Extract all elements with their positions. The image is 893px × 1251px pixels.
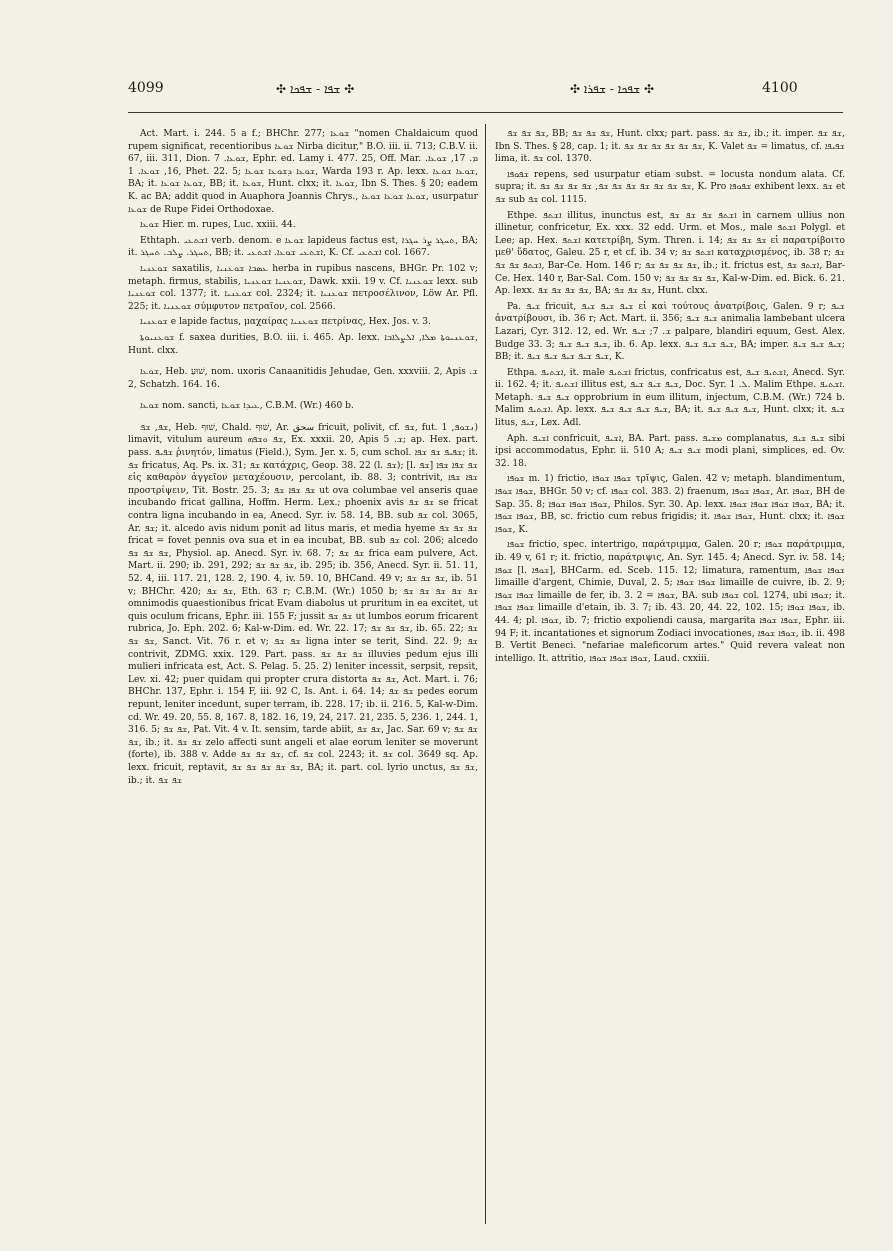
- dictionary-entry: ܫܘܦܐ m. 1) frictio, ܫܘܦܐ ܫܘܦܐ τρῖψις, Galen. 42 v; metaph. blandimentum, ܫܘܦܐ ܫܘܦܐ, BHGr. 50 v; cf. ܫܘܦܐ col. 383. 2) fraenum, ܫܘܦܐ ܫܘܦܐ, Ar. ܫܘܦܐ, BH de Sap. 35. 8; ܫܘܦܐ ܫܘܦܐ ܫܘܦܐ, Philos. Syr. 30. Ap. lexx. ܫܘܦܐ ܫܘܦܐ ܫܘܦܐ ܫܘܦܐ, BA; it. ܫܘܦܐ ܫܘܦܐ, BB, sc. frictio cum rebus frigidis; it. ܫܘܦܐ ܫܘܦܐ, Hunt. clxx; it. ܫܘܦܐ ܫܘܦܐ, K.: [495, 474, 845, 535]
- left-running-head: ✣ ܫܦܐ - ܫܦܟܐ ✣: [276, 82, 355, 96]
- right-running-head: ✣ ܫܦܟܐ - ܫܦܪܐ ✣: [570, 82, 655, 96]
- dictionary-entry: ܫܘܥܢܝܘܬܐ f. saxea durities, B.O. iii. i. 465. Ap. lexx. ܫܘܥܢܝܘܬܐ ܡܠܐ, ܐܠܨܠܐܒܐ, Hunt. clxx.: [128, 332, 478, 356]
- dictionary-entry: ܫܦ, ܫܦ, Heb. שׁוּף, Chald. שׁוּף, Ar. سحق fricuit, polivit, cf. ܫܦ, fut. ܢܫܘܦ, 1) limavit, vitulum aureum ܫܦ ܘܫܦܗ, Ex. xxxii. 20, Apis ܫ. 5; ap. Hex. part. pass. ܫܦܝܦ ῥινητόν, limatus (Field.), Sym. Jer. x. 5, cum schol. ܫܦܝܦ ܫܦ ܫܦܐ; it. ܫܦ fricatus, Aq. Ps. ix. 31; ܫܦ κατάχρις, Geop. 38. 22 (l. ܫܦ); [l. ܫܦ] ܫܦ ܫܦܐ ܫܦܐ εἰς καθαρὸν ἀγγεῖον μεταχέουσιν, percolant, ib. 88. 3; contrivit, ܫܦܐ ܫܦܐ προστρίψειν, Tit. Bostr. 25. 3; ܫܦ ܫܦܐ ܫܦ ut ova columbae vel anseris quae incubando fricat gallina, Hoffm. Herm. Lex.; phoenix avis ܫܦ ܫܦ se fricat contra ligna incubando in ea, Anecd. Syr. iv. 58. 14, BB. sub ܫܦ col. 3065, Ar. ܫܦ; it. alcedo avis nidum ponit ad litus maris, et media hyeme ܫܦ ܫܦ ܫܦ fricat = fovet pennis ova sua et in ea incubat, BB. sub ܫܦ col. 206; alcedo ܫܦ ܫܦ ܫܦ, Physiol. ap. Anecd. Syr. iv. 68. 7; ܫܦ ܫܦ frica eam pulvere, Act. Mart. ii. 290; ib. 291, 292; ܫܦ ܫܦ ܫܦ, ib. 295; ib. 356, Anecd. Syr. ii. 51. 11, 52. 4, iii. 117. 21, 128. 2, 190. 4, iv. 59. 10, BHCand. 49 v; ܫܦ ܫܦ ܫܦ, ib. 51 v; BHChr. 420; ܫܦ ܫܦ, Eth. 63 r; C.B.M. (Wr.) 1050 b; ܫܦ ܫܦ ܫܦ ܫܦ ܫܦ omnimodis quaestionibus fricat Evam diabolus ut pruritum in ea excitet, ut quis oculum fricans, Ephr. iii. 155 F; jussit ܫܦ ܫܦ ut lumbos eorum fricarent rubrica, Jo. Eph. 202. 6; Kal-w-Dim. ed. Wr. 22. 17; ܫܦ ܫܦ ܫܦ, ib. 65. 22; ܫܦ ܫܦ ܫܦ, Sanct. Vit. 76 r. et v; ܫܦ ܫܦ ligna inter se terit, Sind. 22. 9; ܫܦ contrivit, ZDMG. xxix. 129. Part. pass. ܫܦ ܫܦ ܫܦ illuvies pedum ejus illi mulieri infricata est, Act. S. Pelag. 5. 25. 2) leniter incessit, serpsit, repsit, Lev. xi. 42; puer quidam qui propter crura distorta ܫܦ ܫܦ, Act. Mart. i. 76; BHChr. 137, Ephr. i. 154 F, iii. 92 C, Is. Ant. i. 64. 14; ܫܦ ܫܦ pedes eorum repunt, leniter incedunt, super terram, ib. 228. 17; ib. ii. 216. 5, Kal-w-Dim. cd. Wr. 49. 20, 55. 8, 167. 8, 182. 16, 19, 24, 217. 21, 235. 5, 236. 1, 244. 1, 316. 5; ܫܦ ܫܦ, Pat. Vit. 4 v. It. sensim, tarde abiit, ܫܦ ܫܦ, Jac. Sar. 69 v; ܫܦ ܫܦ ܫܦ, ib.; it. ܫܦ ܫܦ zelo affecti sunt angeli et alae eorum leniter se moverunt (forte), ib. 388 v. Adde ܫܦ ܫܦ ܫܦ, cf. ܫܦ col. 2243; it. ܫܦ col. 3649 sq. Ap. lexx. fricuit, reptavit, ܫܦ ܫܦ ܫܦ ܫܦ ܫܦ, BA; it. part. col. lyrio unctus, ܫܦ ܫܦ, ib.; it. ܫܦ ܫܦ: [128, 422, 478, 786]
- dictionary-entry: ܫܘܥܐ nom. sancti, ܥܝܕܐ ܫܘܥܐ, C.B.M. (Wr.) 460 b.: [140, 401, 354, 412]
- dictionary-entry: ܫܦܘܦܐ repens, sed usurpatur etiam subst. = locusta nondum alata. Cf. supra; it. ܫܦ ܫܦ ܫܦ ܫܦ ܫܦ ܫܦ ܫܦ, ܫܦ ܫܦ ܫܦ ܫܦ, K. Pro ܫܦܘܦܐ exhibent lexx. ܫܦ et ܫܦ sub ܫܦ col. 1115.: [495, 169, 845, 205]
- right-page-number: 4100: [762, 80, 798, 96]
- dictionary-entry: Pa. ܫܝܦ fricuit, ܫܝܦ ܫܝܦ ܫܝܦ εἰ καὶ τούτους ἀνατρίβοις, Galen. 9 r; ܫܝܦ ἀνατρίβουσι, ib. 36 r; Act. Mart. ii. 356; ܫܝܦ ܫܝܦ animalia lambebant ulcera Lazari, Cyr. 312. 12, ed. Wr. ܫ. 7; ܫܝܦ palpare, blandiri equum, Gest. Alex. Budge 33. 3; ܫܝܦ ܫܝܦ ܫܝܦ, ib. 6. Ap. lexx. ܫܝܦ ܫܝܦ ܫܝܦ, BA; imper. ܫܝܦ ܫܝܦ ܫܝܦ; BB; it. ܫܝܦ ܫܝܦ ܫܝܦ ܫܝܦ ܫܝܦ, K.: [495, 301, 845, 363]
- dictionary-entry: ܫܘܥܐ Hier. m. rupes, Luc. xxiii. 44.: [140, 220, 296, 231]
- dictionary-entry: ܫܘܥܢܝܐ e lapide factus, μαχαίρας ܫܘܥܢܝܐ πετρίνας, Hex. Jos. v. 3.: [140, 317, 431, 328]
- column-separator: [485, 124, 486, 1224]
- dictionary-entry: Act. Mart. i. 244. 5 a f.; BHChr. 277; ܫܘܥܐ "nomen Chaldaicum quod rupem significat, recentioribus ܫܘܥܐ Nirba dicitur," B.O. iii. ii. 713; C.B.V. ii. 67, iii. 311, Dion. ܫܘܥܐ. 7, Ephr. ed. Lamy i. 477. 25, Off. Mar. ܡ. 17, ܫܘܥܐ. 16, ܫܘܥܐ. 1, Phet. 22. 5; ܫܘܥܐ ܕܫܘܥܐ ܫܘܥܐ, Warda 193 r. Ap. lexx. ܫܘܥܐ ܫܘܥܐ, BA; it. ܫܘܥܐ ܫܘܥܐ, BB; it. ܫܘܥܐ, Hunt. clxx; it. ܫܘܥܐ, Ibn S. Thes. § 20; eadem K. ac BA; addit quod in Auaphora Joannis Chrys., ܫܘܥܐ ܫܘܥܐ ܫܘܥܐ, usurpatur ܫܘܥܐ de Rupe Fidei Orthodoxae.: [128, 129, 478, 215]
- header-rule: [128, 112, 843, 113]
- dictionary-entry: Ethpe. ܐܫܬܦ illitus, inunctus est, ܐܫܬܦ ܫܦ ܫܦ ܫܦ in carnem ullius non illinetur, confricetur, Ex. xxx. 32 edd. Urm. et Mos., male ܐܫܬܦ Polygl. et Lee; ap. Hex. ܐܫܬܦ κατετρίβη, Sym. Thren. i. 14; ܫܦ ܫܦ ܫܦ εἰ παρατρίβοιτο μεθ' ὕδατος, Galeu. 25 r, et cf. ib. 34 v; ܐܫܬܦ ܫܦ καταχρισμένος, ib. 38 r; ܫܦ ܐܫܬܦ ܫܦ ܫܦ, Bar-Ce. Hom. 146 r; ܫܦ ܫܦ ܫܦ ܫܦ, ib.; it. frictus est, ܐܫܬܦ ܫܦ, Bar-Ce. Hex. 140 r, Bar-Sal. Com. 150 v; ܫܦ ܫܦ ܫܦ ܫܦ, Kal-w-Dim. ed. Bick. 6. 21. Ap. lexx. ܫܦ ܫܦ ܫܦ ܫܦ, BA; ܫܦ ܫܦ ܫܦ, Hunt. clxx.: [495, 210, 845, 297]
- dictionary-entry: Ethtaph. ܐܫܬܥܝ verb. denom. e ܫܘܥܐ lapideus factus est, ܬܚܓܪ ܨܪ ܚܓܪܐ, BA; it. ܬܚܓܪ. ܨܠܒ. ܬܚܓܪ, BB; it. ܐܫܬܥܝ ܫܘܥܐ. ܐܫܬܥܝ, K. Cf. ܐܫܬܥܝ col. 1667.: [128, 235, 478, 259]
- left-column: [128, 128, 478, 1228]
- dictionary-entry: ܫܘܥܐ, Heb. שׁוּעַ, nom. uxoris Canaanitidis Jehudae, Gen. xxxviii. 2, Apis ܫ. 2, Schatzh. 164. 16.: [128, 367, 478, 390]
- dictionary-entry: ܫܘܦܐ frictio, spec. intertrigo, παράτριμμα, Galen. 20 r; ܫܘܦܐ παράτριμμα, ib. 49 v, 61 r; it. frictio, παράτριψις, An. Syr. 145. 4; Anecd. Syr. iv. 58. 14; ܫܘܦܐ [l. ܫܘܦܐ], BHCarm. ed. Sceb. 115. 12; limatura, ramentum, ܫܘܦܐ ܫܘܦܐ limaille d'argent, Chimie, Duval, 2. 5; ܫܘܦܐ ܫܘܦܐ limaille de cuivre, ib. 2. 9; ܫܘܦܐ ܫܘܦܐ limaille de fer, ib. 3. 2 = ܫܘܦܐ, BA. sub ܫܘܦܐ col. 1274, ubi ܫܘܦܐ; it. ܫܘܦܐ ܫܘܦܐ limaille d'etain, ib. 3. 7; ib. 43. 20, 44. 22, 102. 15; ܫܘܦܐ ܫܘܦܐ, ib. 44. 4; pl. ܫܘܦܐ, ib. 7; frictio expoliendi causa, margarita ܫܘܦܐ ܫܘܦܐ, Ephr. iii. 94 F; it. incantationes et signorum Zodiaci invocationes, ܫܘܦܐ ܫܘܦܐ, ib. ii. 498 B. Vertit Beneci. "nefariae maleficorum artes." Quid revera valeat non intelligo. It. attritio, ܫܘܦܐ ܫܘܦܐ ܫܘܦܐ, Laud. cxxiii.: [495, 540, 845, 664]
- left-page-number: 4099: [128, 80, 164, 96]
- dictionary-entry: Aph. ܐܫܝܦ confricuit, ܐܫܝܦ, BA. Part. pass. ܡܫܝܦ complanatus, ܫܝܦ ܫܝܦ sibi ipsi accommodatus, Ephr. ii. 510 A; ܫܝܦ ܫܝܦ modi plani, simplices, ed. Ov. 32. 18.: [495, 433, 845, 469]
- dictionary-entry: ܫܦ ܫܦ ܫܦ, BB; ܫܦ ܫܦ ܫܦ, Hunt. clxx; part. pass. ܫܦ ܫܦ, ib.; it. imper. ܫܦ ܫܦ, Ibn S. Thes. § 28, cap. 1; it. ܫܦ ܫܦ ܫܦ ܫܦ ܫܦ ܫܦ, K. Valet ܫܦ = limatus, cf. ܫܦܝܦܐ lima, it. ܫܦ col. 1370.: [495, 129, 845, 165]
- page-header: [0, 80, 893, 110]
- right-column: [495, 128, 845, 1228]
- dictionary-entry: ܫܘܥܢܝܐ saxatilis, ܥܣܒܐ ܫܘܥܢܝܐ herba in rupibus nascens, BHGr. Pr. 102 v; metaph. firmus, stabilis, ܫܘܥܢܝܐ ܫܘܥܢܝܐ, Dawk. xxii. 19 v. Cf. ܫܘܥܢܝܐ lexx. sub ܫܘܥܢܝܐ col. 1377; it. ܫܘܥܢܝܐ col. 2324; it. ܫܘܥܢܝܐ πετροσέλινον, Löw Ar. Pfl. 225; it. ܫܘܥܢܝܐ σύμφυτον πετραῖον, col. 2566.: [128, 263, 478, 312]
- dictionary-entry: Ethpa. ܐܫܬܝܦ, it. male ܐܫܬܝܦ frictus, confricatus est, ܐܫܬܝܦ ܫܝܦ, Anecd. Syr. ii. 162. 4; it. ܐܫܬܝܦ illitus est, ܫܝܦ ܫܝܦ ܫܝܦ, Doc. Syr. ܠ. 1. Malim Ethpe. ܐܫܬܝܦ. Metaph. ܫܝܦ ܫܝܦ opprobrium in eum illitum, injectum, C.B.M. (Wr.) 724 b. Malim ܐܫܬܝܦ. Ap. lexx. ܫܝܦ ܫܝܦ ܫܝܦ ܫܝܦ, BA; it. ܫܝܦ ܫܝܦ ܫܝܦ, Hunt. clxx; it. ܫܝܦ litus, ܫܝܦ, Lex. Adl.: [495, 367, 845, 429]
